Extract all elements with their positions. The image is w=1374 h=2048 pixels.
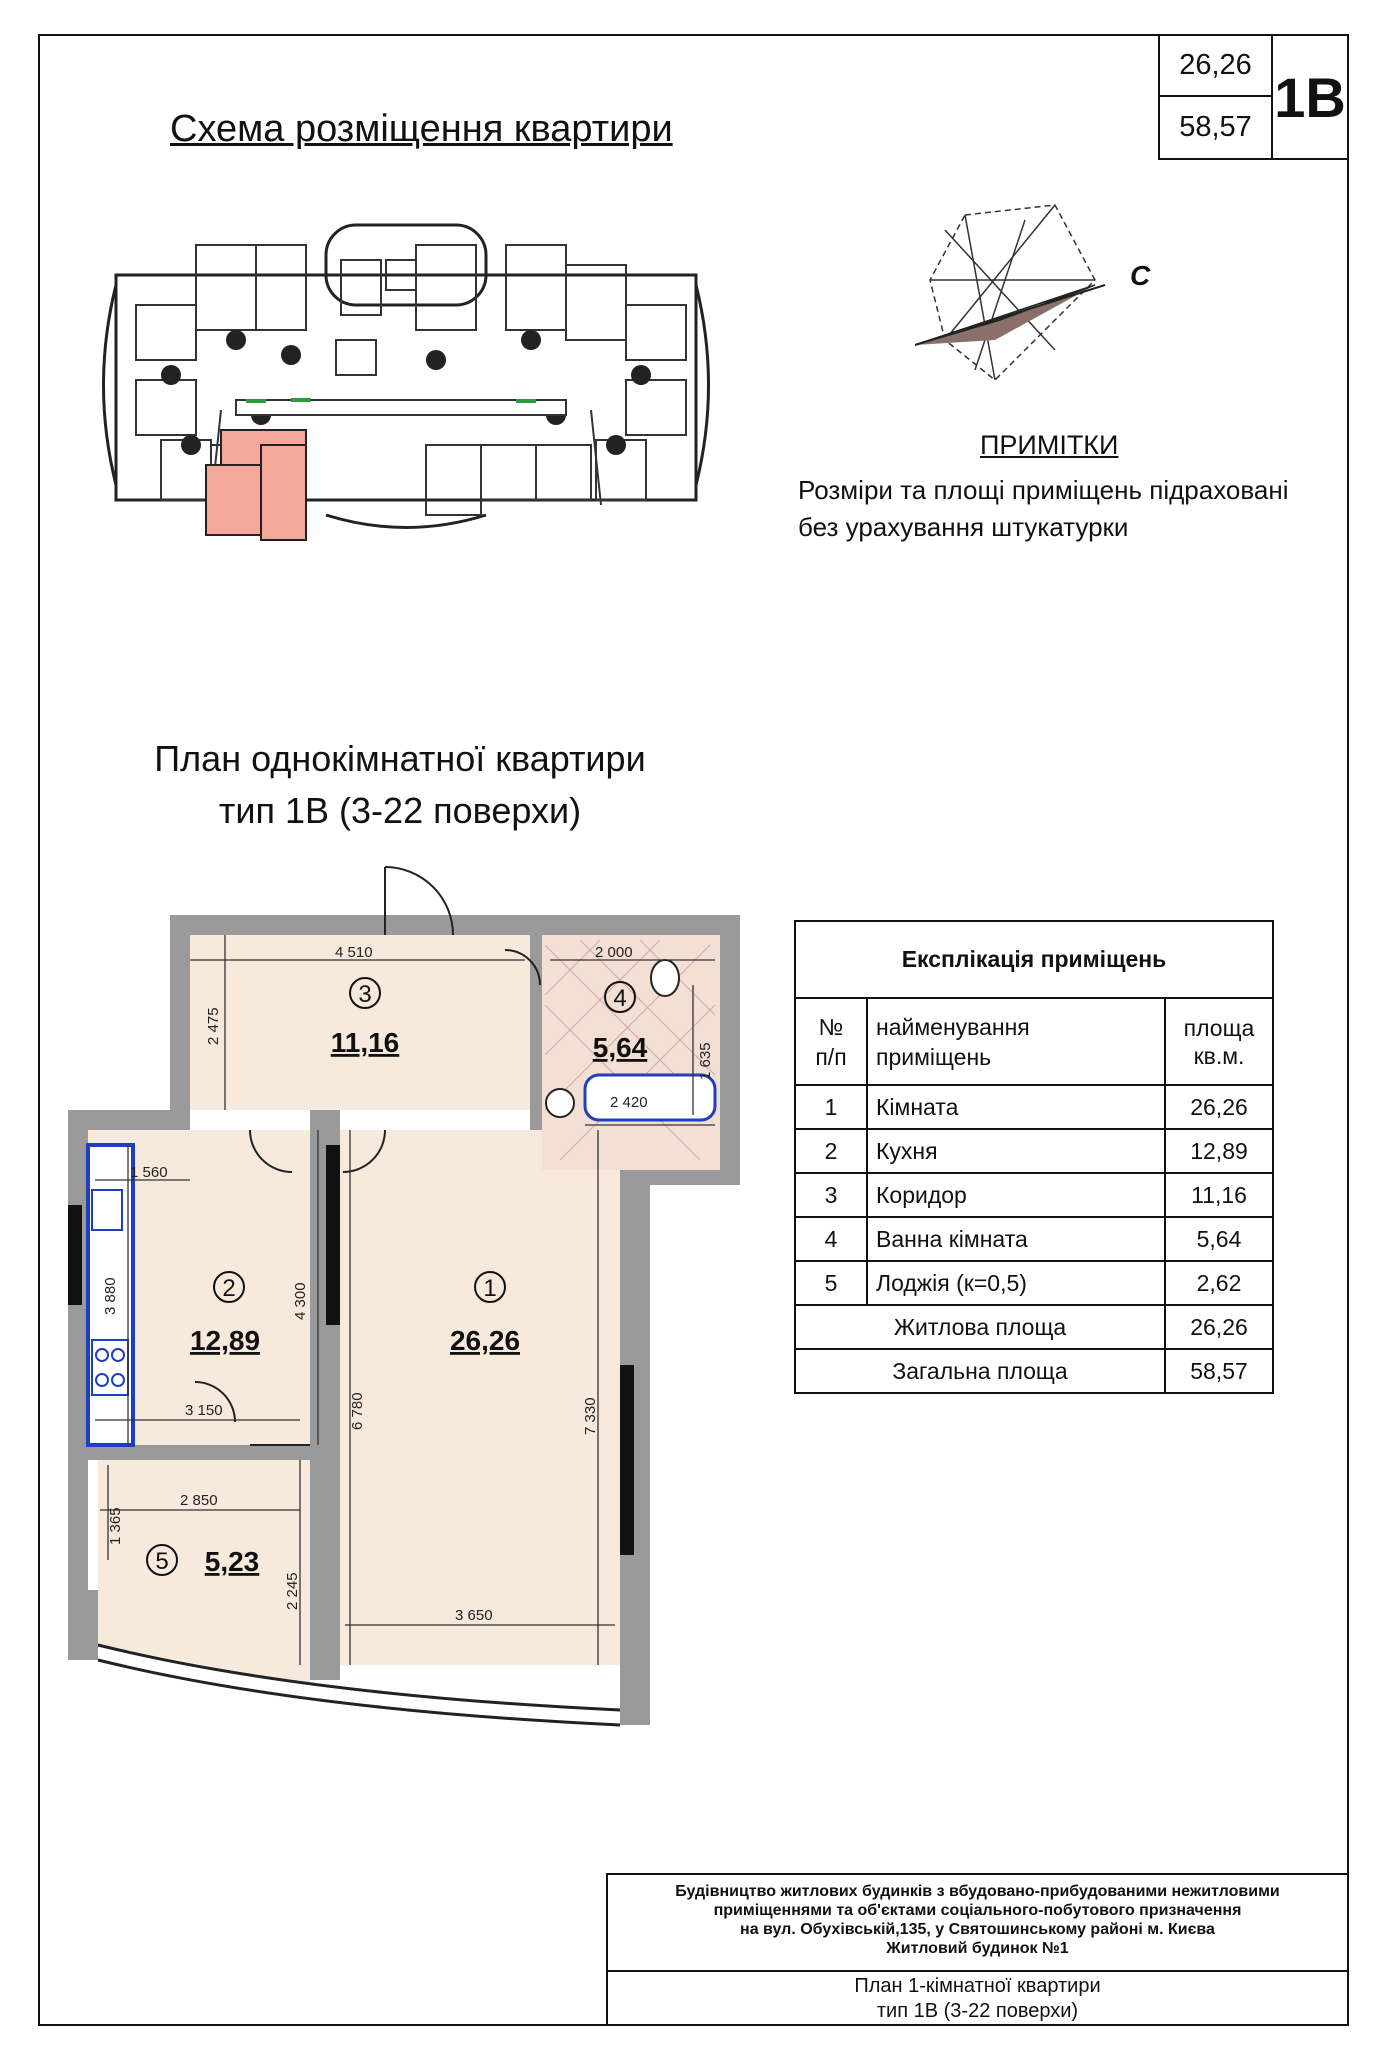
living-area-row: Житлова площа 26,26	[795, 1305, 1273, 1349]
total-area-row: Загальна площа 58,57	[795, 1349, 1273, 1393]
notes-text	[798, 472, 1288, 546]
dim-4300: 4 300	[292, 1282, 309, 1320]
table-row: 5 Лоджія (к=0,5) 2,62	[795, 1261, 1273, 1305]
stamp-living-area: 26,26	[1158, 34, 1273, 97]
room-4-number: 4	[613, 985, 627, 1012]
dim-2420: 2 420	[610, 1094, 648, 1111]
north-label: С	[1130, 260, 1151, 291]
area-stamp	[1158, 34, 1349, 160]
title-block-sheet: План 1-кімнатної квартири тип 1В (3-22 поверхи)	[854, 1975, 1101, 2022]
dim-1635: 1 635	[697, 1042, 714, 1080]
head-area: площа кв.м.	[1165, 998, 1273, 1085]
stamp-type-code: 1В	[1271, 34, 1349, 160]
table-row: 3 Коридор 11,16	[795, 1173, 1273, 1217]
notes-heading: ПРИМІТКИ	[980, 430, 1119, 460]
title-block-project: Будівництво житлових будинків з вбудовано-прибудованими нежитловими приміщеннями та об'єктами соціального-побутового призначення на вул. Обухівській,135, у Святошинському районі м. Києва Житловий будинок №1	[608, 1875, 1347, 1972]
stamp-total-area: 58,57	[1158, 95, 1273, 160]
title-block	[606, 1873, 1349, 2026]
room-1-area: 26,26	[449, 1325, 521, 1356]
notes-line-1: Розміри та площі приміщень підраховані	[798, 475, 1289, 505]
table-row: 1 Кімната 26,26	[795, 1085, 1273, 1129]
dim-7330: 7 330	[582, 1397, 599, 1435]
head-name: найменування приміщень	[867, 998, 1165, 1085]
dim-3880: 3 880	[102, 1277, 119, 1315]
dim-3650: 3 650	[455, 1607, 493, 1624]
notes-line-2: без урахування штукатурки	[798, 512, 1129, 542]
scheme-title: Схема розміщення квартири	[170, 108, 673, 150]
plan-title-line-1: План однокімнатної квартири	[154, 738, 646, 779]
room-5-area: 5,23	[204, 1546, 260, 1577]
head-num: № п/п	[795, 998, 867, 1085]
room-3-area: 11,16	[330, 1027, 400, 1058]
dim-2850: 2 850	[180, 1492, 218, 1509]
dim-1365: 1 365	[107, 1507, 124, 1545]
dim-2000: 2 000	[595, 944, 633, 961]
dim-6780: 6 780	[349, 1392, 366, 1430]
room-4-area: 5,64	[592, 1032, 648, 1063]
floor-corridor	[190, 935, 530, 1110]
dim-1560: 1 560	[130, 1164, 168, 1181]
plan-title-line-2: тип 1В (3-22 поверхи)	[218, 790, 582, 831]
dim-3150: 3 150	[185, 1402, 223, 1419]
table-row: 2 Кухня 12,89	[795, 1129, 1273, 1173]
room-1-number: 1	[483, 1275, 497, 1302]
dim-2475: 2 475	[205, 1007, 222, 1045]
floor-room	[340, 1130, 620, 1665]
explication-table	[794, 920, 1274, 1394]
room-3-number: 3	[358, 981, 372, 1008]
compass-rose	[905, 200, 1165, 400]
room-2-number: 2	[222, 1275, 236, 1302]
apartment-plan	[0, 845, 780, 1735]
room-5-number: 5	[155, 1548, 169, 1575]
floor-scheme	[86, 215, 726, 575]
dim-2245: 2 245	[284, 1572, 301, 1610]
dim-4510: 4 510	[335, 944, 373, 961]
explication-title: Експлікація приміщень	[795, 921, 1273, 998]
table-row: 4 Ванна кімната 5,64	[795, 1217, 1273, 1261]
room-2-area: 12,89	[189, 1325, 261, 1356]
